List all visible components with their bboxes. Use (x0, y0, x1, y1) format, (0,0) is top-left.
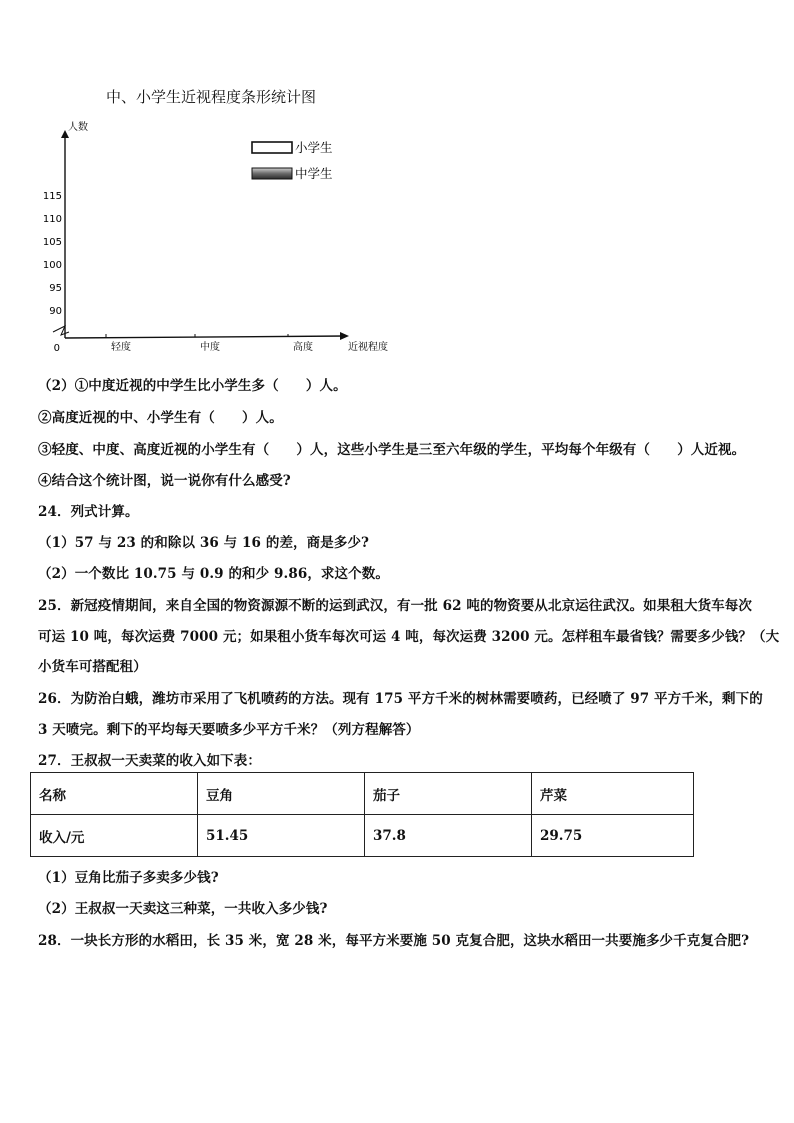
table-cell: 收入/元 (31, 815, 198, 857)
q25-line3: 小货车可搭配租） (38, 659, 147, 675)
y-tick-label: 115 (42, 191, 62, 202)
x-axis (65, 336, 346, 338)
table-header-row (31, 773, 694, 815)
table-cell: 37.8 (365, 815, 532, 857)
table-cell: 名称 (31, 773, 198, 815)
q27-part1: （1）豆角比茄子多卖多少钱? (38, 870, 219, 886)
y-tick-label: 90 (49, 306, 62, 317)
table-cell: 豆角 (198, 773, 365, 815)
q2-part4: ④结合这个统计图，说一说你有什么感受? (38, 473, 291, 489)
income-table (30, 772, 694, 857)
x-tick-label: 轻度 (111, 342, 131, 353)
q24-heading: 24．列式计算。 (38, 504, 139, 520)
table-cell: 芹菜 (532, 773, 694, 815)
q2-part2: ②高度近视的中、小学生有（ ）人。 (38, 410, 283, 426)
y-tick-label: 110 (42, 214, 62, 225)
axis-break (53, 326, 69, 335)
q24-part1: （1）57 与 23 的和除以 36 与 16 的差，商是多少? (38, 535, 370, 551)
x-tick-label: 高度 (293, 342, 313, 353)
x-tick-label: 中度 (200, 342, 220, 353)
q24-part2: （2）一个数比 10.75 与 0.9 的和少 9.86，求这个数。 (38, 566, 389, 582)
q26-line2: 3 天喷完。剩下的平均每天要喷多少平方千米？（列方程解答） (38, 722, 420, 738)
y-axis-label: 人数 (68, 122, 88, 133)
x-axis-label: 近视程度 (348, 342, 388, 353)
legend-swatch-hollow (252, 142, 292, 153)
y-tick-label: 100 (42, 260, 62, 271)
legend-label: 中学生 (295, 166, 333, 181)
q26-line1: 26．为防治白蛾，潍坊市采用了飞机喷药的方法。现有 175 平方千米的树林需要喷药，已经喷了 97 平方千米，剩下的 (38, 691, 763, 707)
q2-part1: （2）①中度近视的中学生比小学生多（ ）人。 (38, 378, 347, 394)
bar-chart (36, 116, 396, 356)
q25-line2: 可运 10 吨，每次运费 7000 元；如果租小货车每次可运 4 吨，每次运费 3200 元。怎样租车最省钱？需要多少钱？（大 (38, 629, 780, 645)
q27-heading: 27．王叔叔一天卖菜的收入如下表： (38, 753, 261, 769)
table-cell: 茄子 (365, 773, 532, 815)
chart-title: 中、小学生近视程度条形统计图 (106, 88, 317, 106)
q2-part3: ③轻度、中度、高度近视的小学生有（ ）人，这些小学生是三至六年级的学生，平均每个年级有（ ）人近视。 (38, 442, 746, 458)
y-tick-label: 105 (42, 237, 62, 248)
y-tick-label: 95 (49, 283, 62, 294)
q25-line1: 25．新冠疫情期间，来自全国的物资源源不断的运到武汉，有一批 62 吨的物资要从北京运往武汉。如果租大货车每次 (38, 598, 752, 614)
table-cell: 51.45 (198, 815, 365, 857)
table-row (31, 815, 694, 857)
q28: 28．一块长方形的水稻田，长 35 米，宽 28 米，每平方米要施 50 克复合肥，这块水稻田一共要施多少千克复合肥? (38, 933, 750, 949)
legend-swatch-gradient (252, 168, 292, 179)
q27-part2: （2）王叔叔一天卖这三种菜，一共收入多少钱? (38, 901, 328, 917)
origin-label: 0 (53, 343, 60, 354)
table-cell: 29.75 (532, 815, 694, 857)
x-axis-arrow (340, 332, 349, 340)
legend-label: 小学生 (295, 140, 333, 155)
